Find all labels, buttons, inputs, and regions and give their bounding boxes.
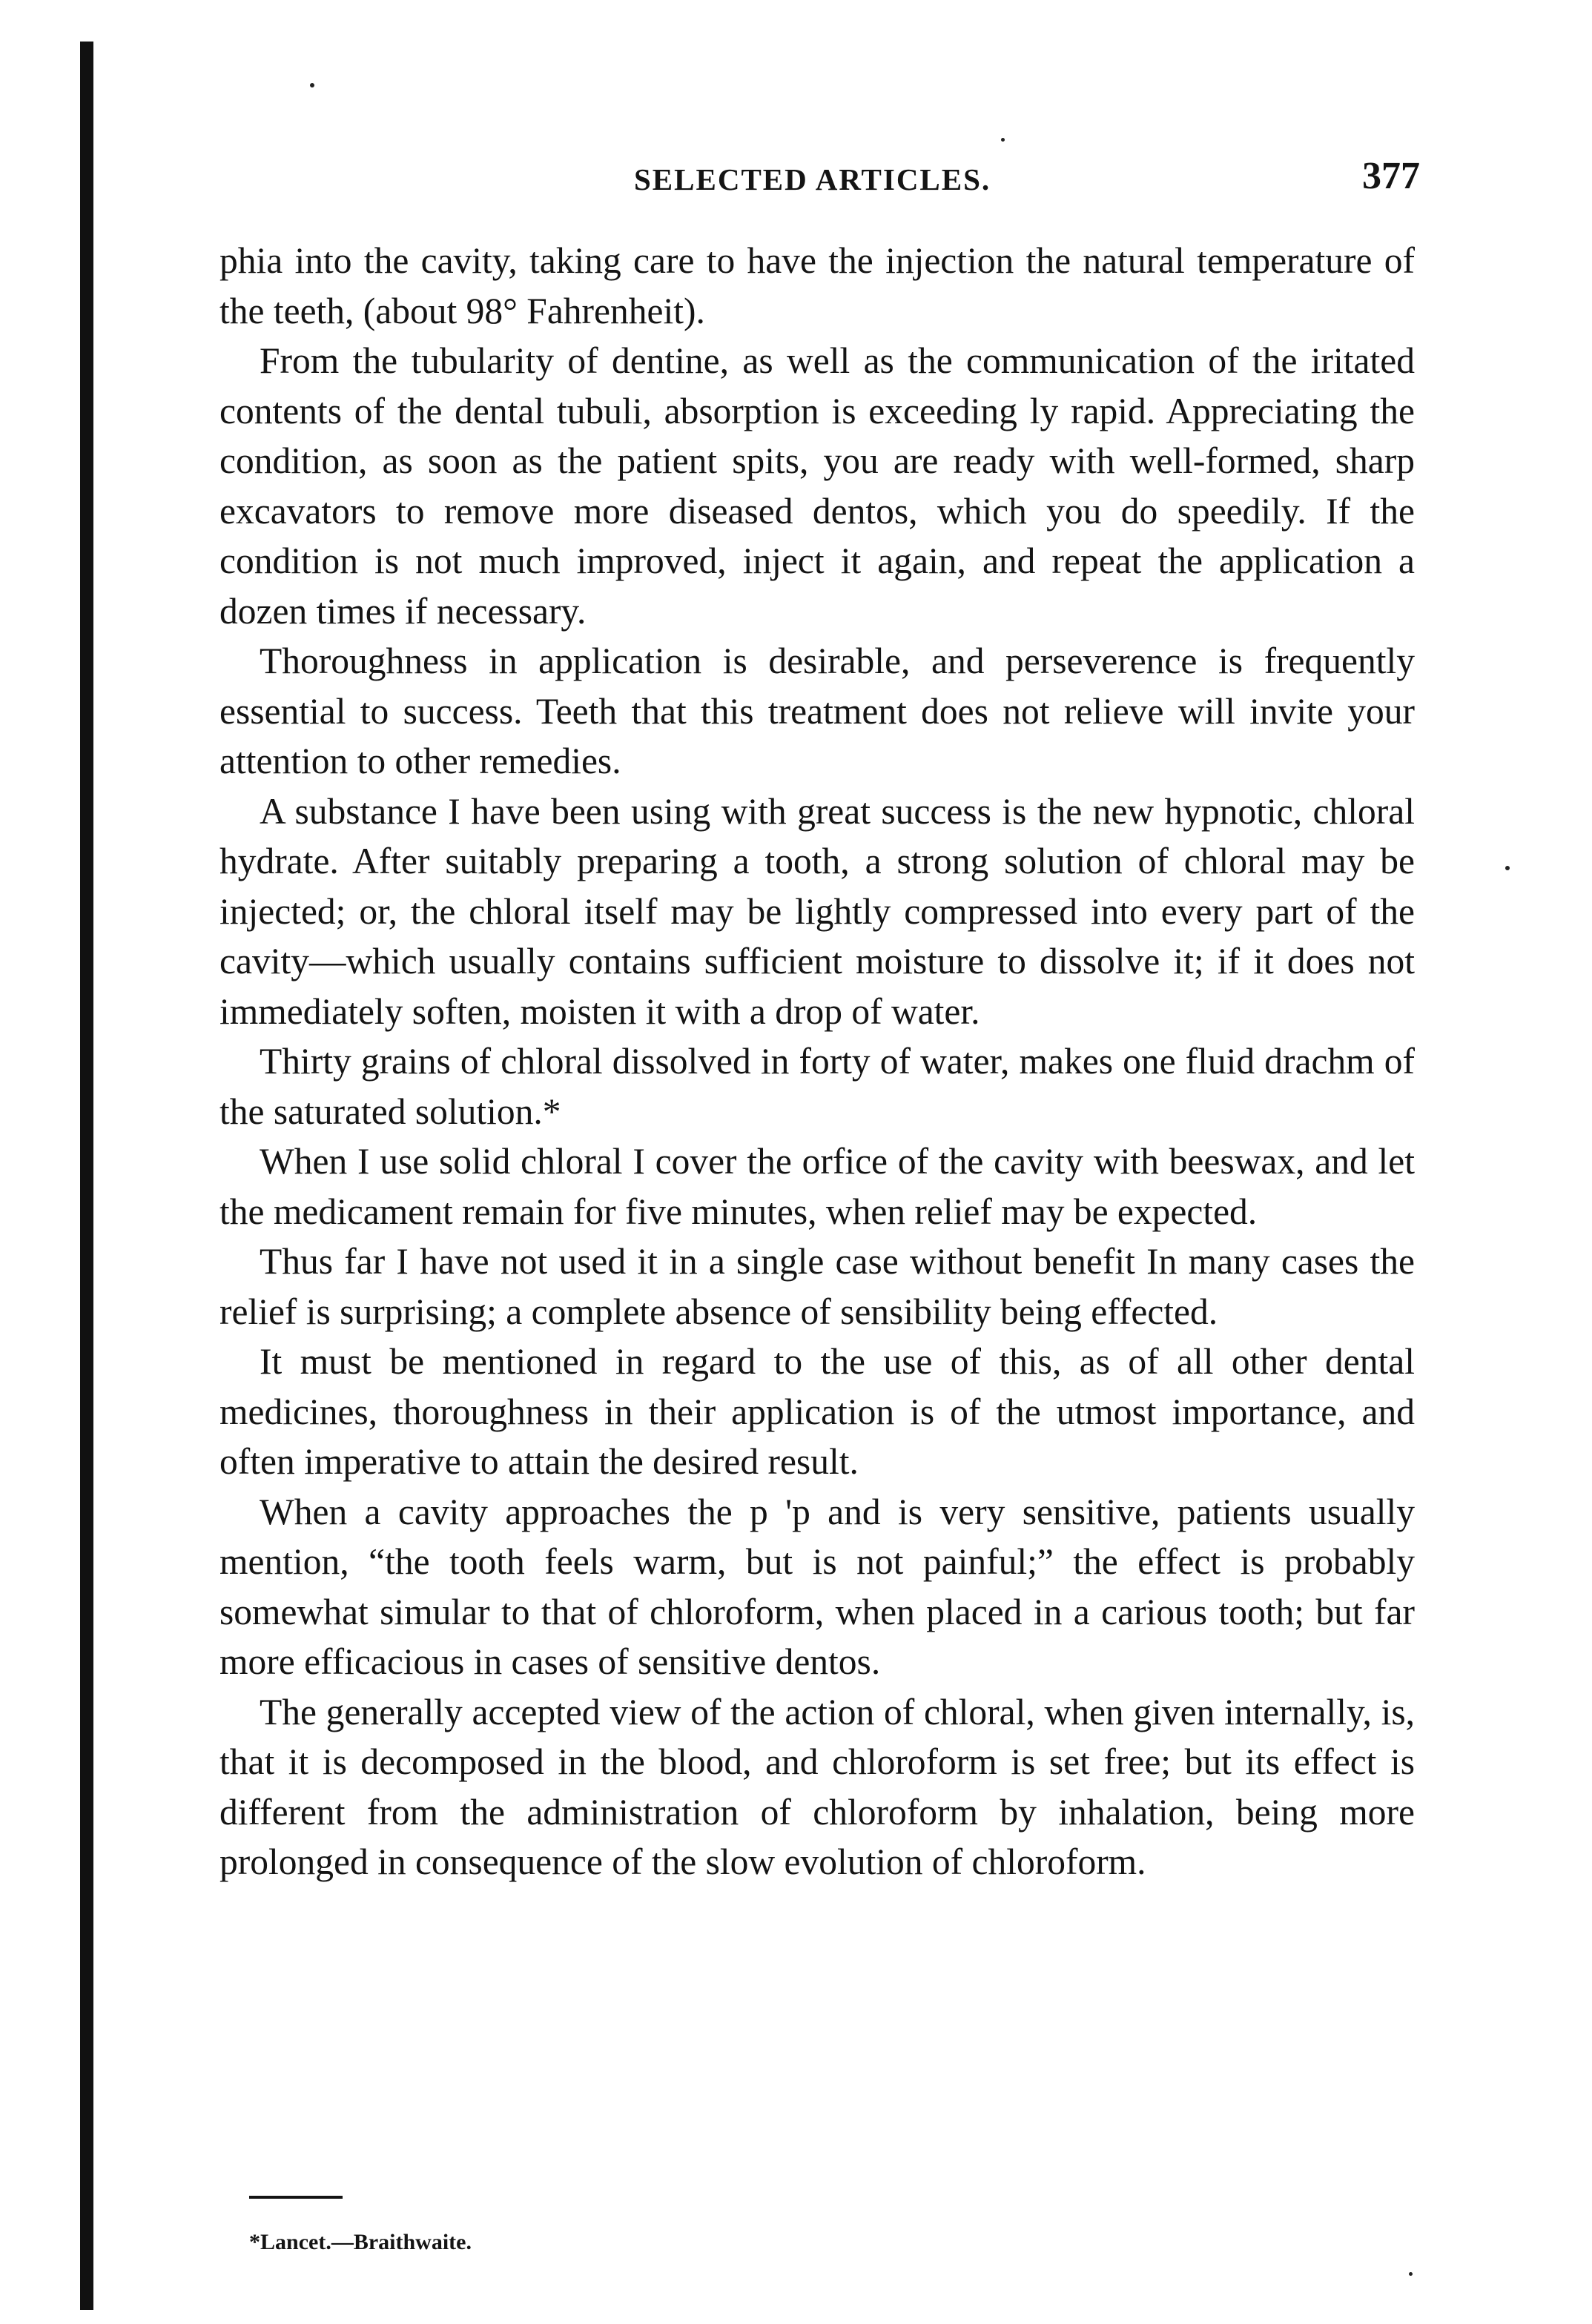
paragraph: phia into the cavity, taking care to have the injection the natural temperature of the teeth, (about 98° Fahrenheit). — [219, 240, 1415, 331]
page-header — [634, 154, 1420, 202]
paragraph: Thoroughness in application is desirable, and perseverence is frequently essential to success. Teeth that this treatment does not relieve will invite your attention to other remedies. — [219, 640, 1415, 781]
running-head: SELECTED ARTICLES. — [634, 162, 991, 196]
print-speck — [310, 83, 314, 87]
paragraph: Thirty grains of chloral dissolved in forty of water, makes one fluid drachm of the saturated solution.* — [219, 1041, 1415, 1132]
paragraph: It must be mentioned in regard to the use of this, as of all other dental medicines, thoroughness in their application is of the utmost importance, and often imperative to attain the desired result. — [219, 1341, 1415, 1482]
paragraph: A substance I have been using with great success is the new hypnotic, chloral hydrate. After suitably preparing a tooth, a strong solution of chloral may be injected; or, the chloral itself may be lightly compressed into every part of the cavity—which usually contains sufficient moisture to dissolve it; if it does not immediately soften, moisten it with a drop of water. — [219, 790, 1415, 1032]
page-binding-edge — [80, 42, 93, 2310]
print-speck — [1409, 2272, 1413, 2276]
paragraph: The generally accepted view of the action of chloral, when given internally, is, that it is decomposed in the blood, and chloroform is set free; but its effect is different from the administration of chloroform by inhalation, being more prolonged in consequence of the slow evolution of chloroform. — [219, 1691, 1415, 1882]
paragraph: Thus far I have not used it in a single case without benefit In many cases the relief is surprising; a complete absence of sensibility being effected. — [219, 1241, 1415, 1332]
footnote: *Lancet.—Braithwaite. — [249, 2230, 472, 2254]
paragraph: When a cavity approaches the p 'p and is very sensitive, patients usually mention, “the tooth feels warm, but is not painful;” the effect is probably somewhat simular to that of chloroform, when placed in a carious tooth; but far more efficacious in cases of sensitive dentos. — [219, 1491, 1415, 1682]
footnote-rule — [249, 2196, 343, 2199]
paragraph: From the tubularity of dentine, as well as the communication of the iritated contents of the dental tubuli, absorption is exceeding ly rapid. Appreciating the condition, as soon as the patient spits, you are ready with well-formed, sharp excavators to remove more diseased dentos, which you do speedily. If the condition is not much improved, inject it again, and repeat the application a dozen times if necessary. — [219, 340, 1415, 632]
print-speck — [1505, 866, 1510, 870]
print-speck — [1001, 138, 1005, 142]
page-number: 377 — [1362, 155, 1420, 197]
paragraph: When I use solid chloral I cover the orfice of the cavity with beeswax, and let the medicament remain for five minutes, when relief may be expected. — [219, 1141, 1415, 1232]
article-body — [219, 236, 1415, 1887]
